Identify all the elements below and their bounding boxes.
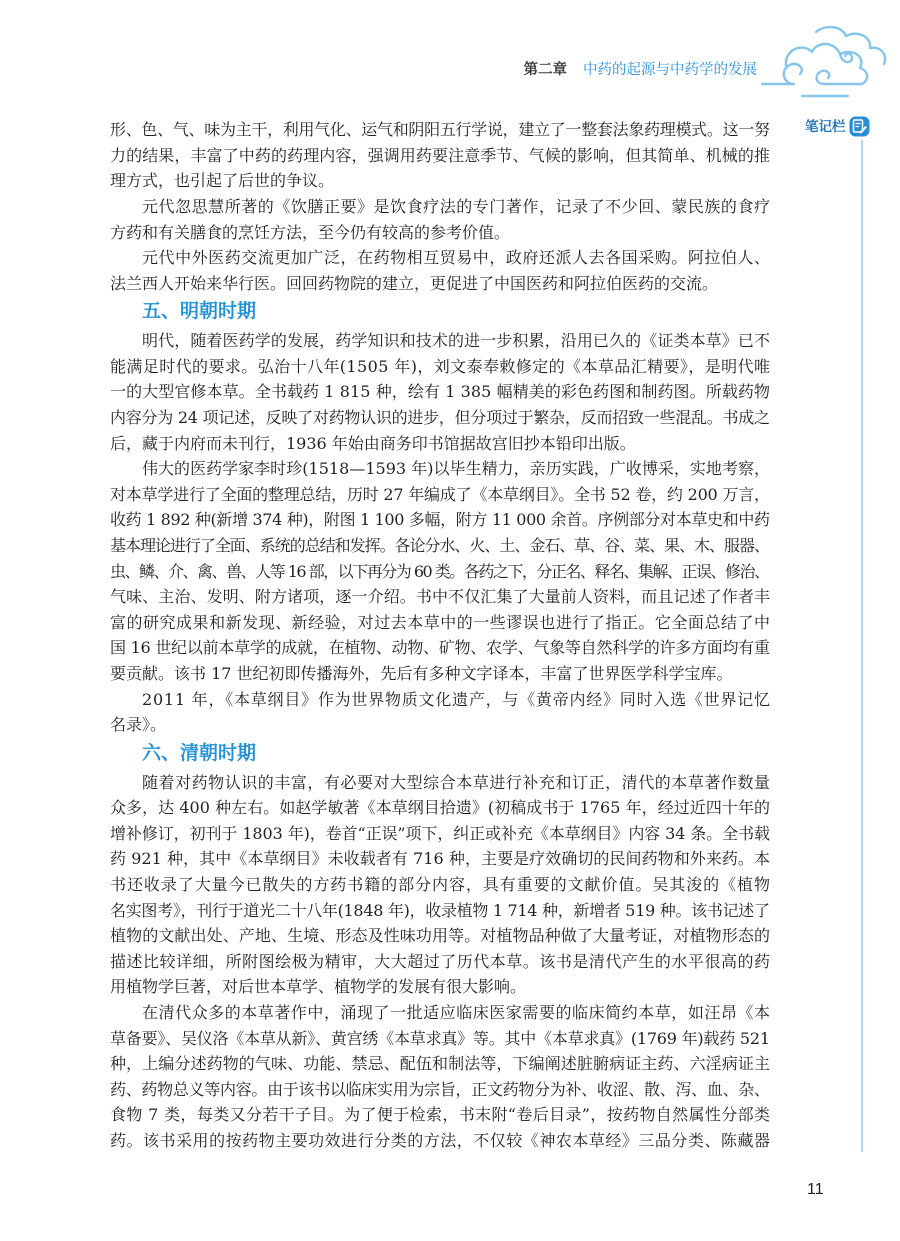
text-line: 力的结果，丰富了中药的药理内容，强调用药要注意季节、气候的影响，但其简单、机械的推 [110, 145, 771, 165]
paragraph [110, 456, 770, 686]
chapter-number: 第二章 [523, 62, 567, 78]
text-line: 随着对药物认识的丰富，有必要对大型综合本草进行补充和订正，清代的本草著作数量 [142, 772, 771, 792]
body-text [110, 117, 770, 1153]
text-line: 基本理论进行了全面、系统的总结和发挥。各论分水、火、土、金石、草、谷、菜、果、木、服器、 [110, 535, 769, 555]
running-header [524, 61, 758, 79]
section-heading: 六、清朝时期 [142, 741, 257, 764]
text-line: 方药和有关膳食的烹饪方法，至今仍有较高的参考价值。 [110, 222, 511, 242]
text-line: 后，藏于内府而未刊行，1936 年始由商务印书馆据故宫旧抄本铅印出版。 [110, 433, 636, 453]
text-line: 对本草学进行了全面的整理总结，历时 27 年编成了《本草纲目》。全书 52 卷，约 200 万言， [110, 484, 770, 504]
text-line: 增补修订，初刊于 1803 年)，卷首“正误”项下，纠正或补充《本草纲目》内容 34 条。全书载 [110, 823, 770, 843]
text-line: 要贡献。该书 17 世纪初即传播海外，先后有多种文字译本，丰富了世界医学科学宝库。 [110, 663, 733, 683]
text-line: 种，上编分述药物的气味、功能、禁忌、配伍和制法等，下编阐述脏腑病证主药、六淫病证主 [110, 1054, 771, 1074]
text-line: 收药 1 892 种(新增 374 种)，附图 1 100 多幅，附方 11 000 余首。序例部分对本草史和中药 [110, 510, 770, 530]
text-line: 元代忽思慧所著的《饮膳正要》是饮食疗法的专门著作，记录了不少回、蒙民族的食疗 [142, 196, 771, 216]
chapter-title: 中药的起源与中药学的发展 [583, 62, 757, 78]
paragraph [110, 770, 770, 1000]
paragraph [110, 687, 770, 738]
text-line: 形、色、气、味为主干，利用气化、运气和阴阳五行学说，建立了一整套法象药理模式。这一努 [110, 120, 770, 140]
paragraph [110, 1000, 770, 1154]
text-line: 理方式，也引起了后世的争议。 [110, 171, 335, 191]
text-line: 法兰西人开始来华行医。回回药物院的建立，更促进了中国医药和阿拉伯医药的交流。 [110, 273, 719, 293]
text-line: 国 16 世纪以前本草学的成就，在植物、动物、矿物、农学、气象等自然科学的许多方面均有重 [110, 638, 770, 658]
text-line: 伟大的医药学家李时珍(1518—1593 年)以毕生精力，亲历实践，广收博采，实地考察， [142, 459, 771, 479]
text-line: 虫、鳞、介、禽、兽、人等 16 部，以下再分为 60 类。各药之下，分正名、释名、集解、正误、修治、 [110, 561, 769, 581]
text-line: 草备要》、吴仪洛《本草从新》、黄宫绣《本草求真》等。其中《本草求真》(1769 年)载药 521 [110, 1028, 770, 1048]
text-line: 用植物学巨著，对后世本草学、植物学的发展有很大影响。 [110, 977, 527, 997]
section-heading: 五、明朝时期 [142, 300, 257, 323]
notes-column-rule [861, 140, 863, 1152]
text-line: 描述比较详细，所附图绘极为精审，大大超过了历代本草。该书是清代产生的水平很高的药 [110, 951, 771, 971]
page-number: 11 [807, 1181, 824, 1198]
text-line: 药。该书采用的按药物主要功效进行分类的方法，不仅较《神农本草经》三品分类、陈藏器 [110, 1130, 771, 1150]
text-line: 名实图考》，刊行于道光二十八年(1848 年)，收录植物 1 714 种，新增者 519 种。该书记述了 [110, 900, 770, 920]
text-line: 一的大型官修本草。全书载药 1 815 种，绘有 1 385 幅精美的彩色药图和制药图。所载药物 [110, 382, 771, 402]
text-line: 药 921 种，其中《本草纲目》未收载者有 716 种，主要是疗效确切的民间药物和外来药。本 [110, 849, 771, 869]
text-line: 能满足时代的要求。弘治十八年(1505 年)，刘文泰奉敕修定的《本草品汇精要》，是明代唯 [110, 356, 771, 376]
text-line: 内容分为 24 项记述，反映了对药物认识的进步，但分项过于繁杂，反而招致一些混乱。书成之 [110, 408, 770, 428]
notes-column-label: 笔记栏 [805, 119, 846, 135]
text-line: 书还收录了大量今已散失的方药书籍的部分内容，具有重要的文献价值。吴其浚的《植物 [110, 875, 771, 894]
text-line: 气味、主治、发明、附方诸项，逐一介绍。书中不仅汇集了大量前人资料，而且记述了作者丰 [110, 587, 771, 607]
paragraph [110, 328, 770, 456]
text-line: 在清代众多的本草著作中，涌现了一批适应临床医家需要的临床简约本草，如汪昂《本 [142, 1002, 771, 1022]
text-line: 植物的文献出处、产地、生境、形态及性味功用等。对植物品种做了大量考证，对植物形态的 [110, 926, 771, 946]
paragraph [110, 117, 770, 194]
text-line: 药、药物总义等内容。由于该书以临床实用为宗旨，正文药物分为补、收涩、散、泻、血、杂、 [110, 1079, 770, 1099]
text-line: 明代，随着医药学的发展，药学知识和技术的进一步积累，沿用已久的《证类本草》已不 [142, 331, 771, 351]
pencil-note-icon [849, 116, 870, 137]
text-line: 食物 7 类，每类又分若干子目。为了便于检索，书末附“卷后目录”，按药物自然属性分部类 [110, 1105, 771, 1125]
auspicious-cloud-icon [758, 18, 892, 104]
paragraph [110, 245, 770, 296]
paragraph [110, 194, 770, 245]
text-line: 名录》。 [110, 715, 167, 735]
text-line: 富的研究成果和新发现、新经验，对过去本草中的一些谬误也进行了指正。它全面总结了中 [110, 612, 771, 632]
text-line: 元代中外医药交流更加广泛，在药物相互贸易中，政府还派人去各国采购。阿拉伯人、 [142, 248, 771, 268]
text-line: 众多，达 400 种左右。如赵学敏著《本草纲目拾遗》(初稿成书于 1765 年，经过近四十年的 [110, 798, 771, 818]
text-line: 2011 年，《本草纲目》作为世界物质文化遗产，与《黄帝内经》同时入选《世界记忆 [142, 689, 771, 709]
